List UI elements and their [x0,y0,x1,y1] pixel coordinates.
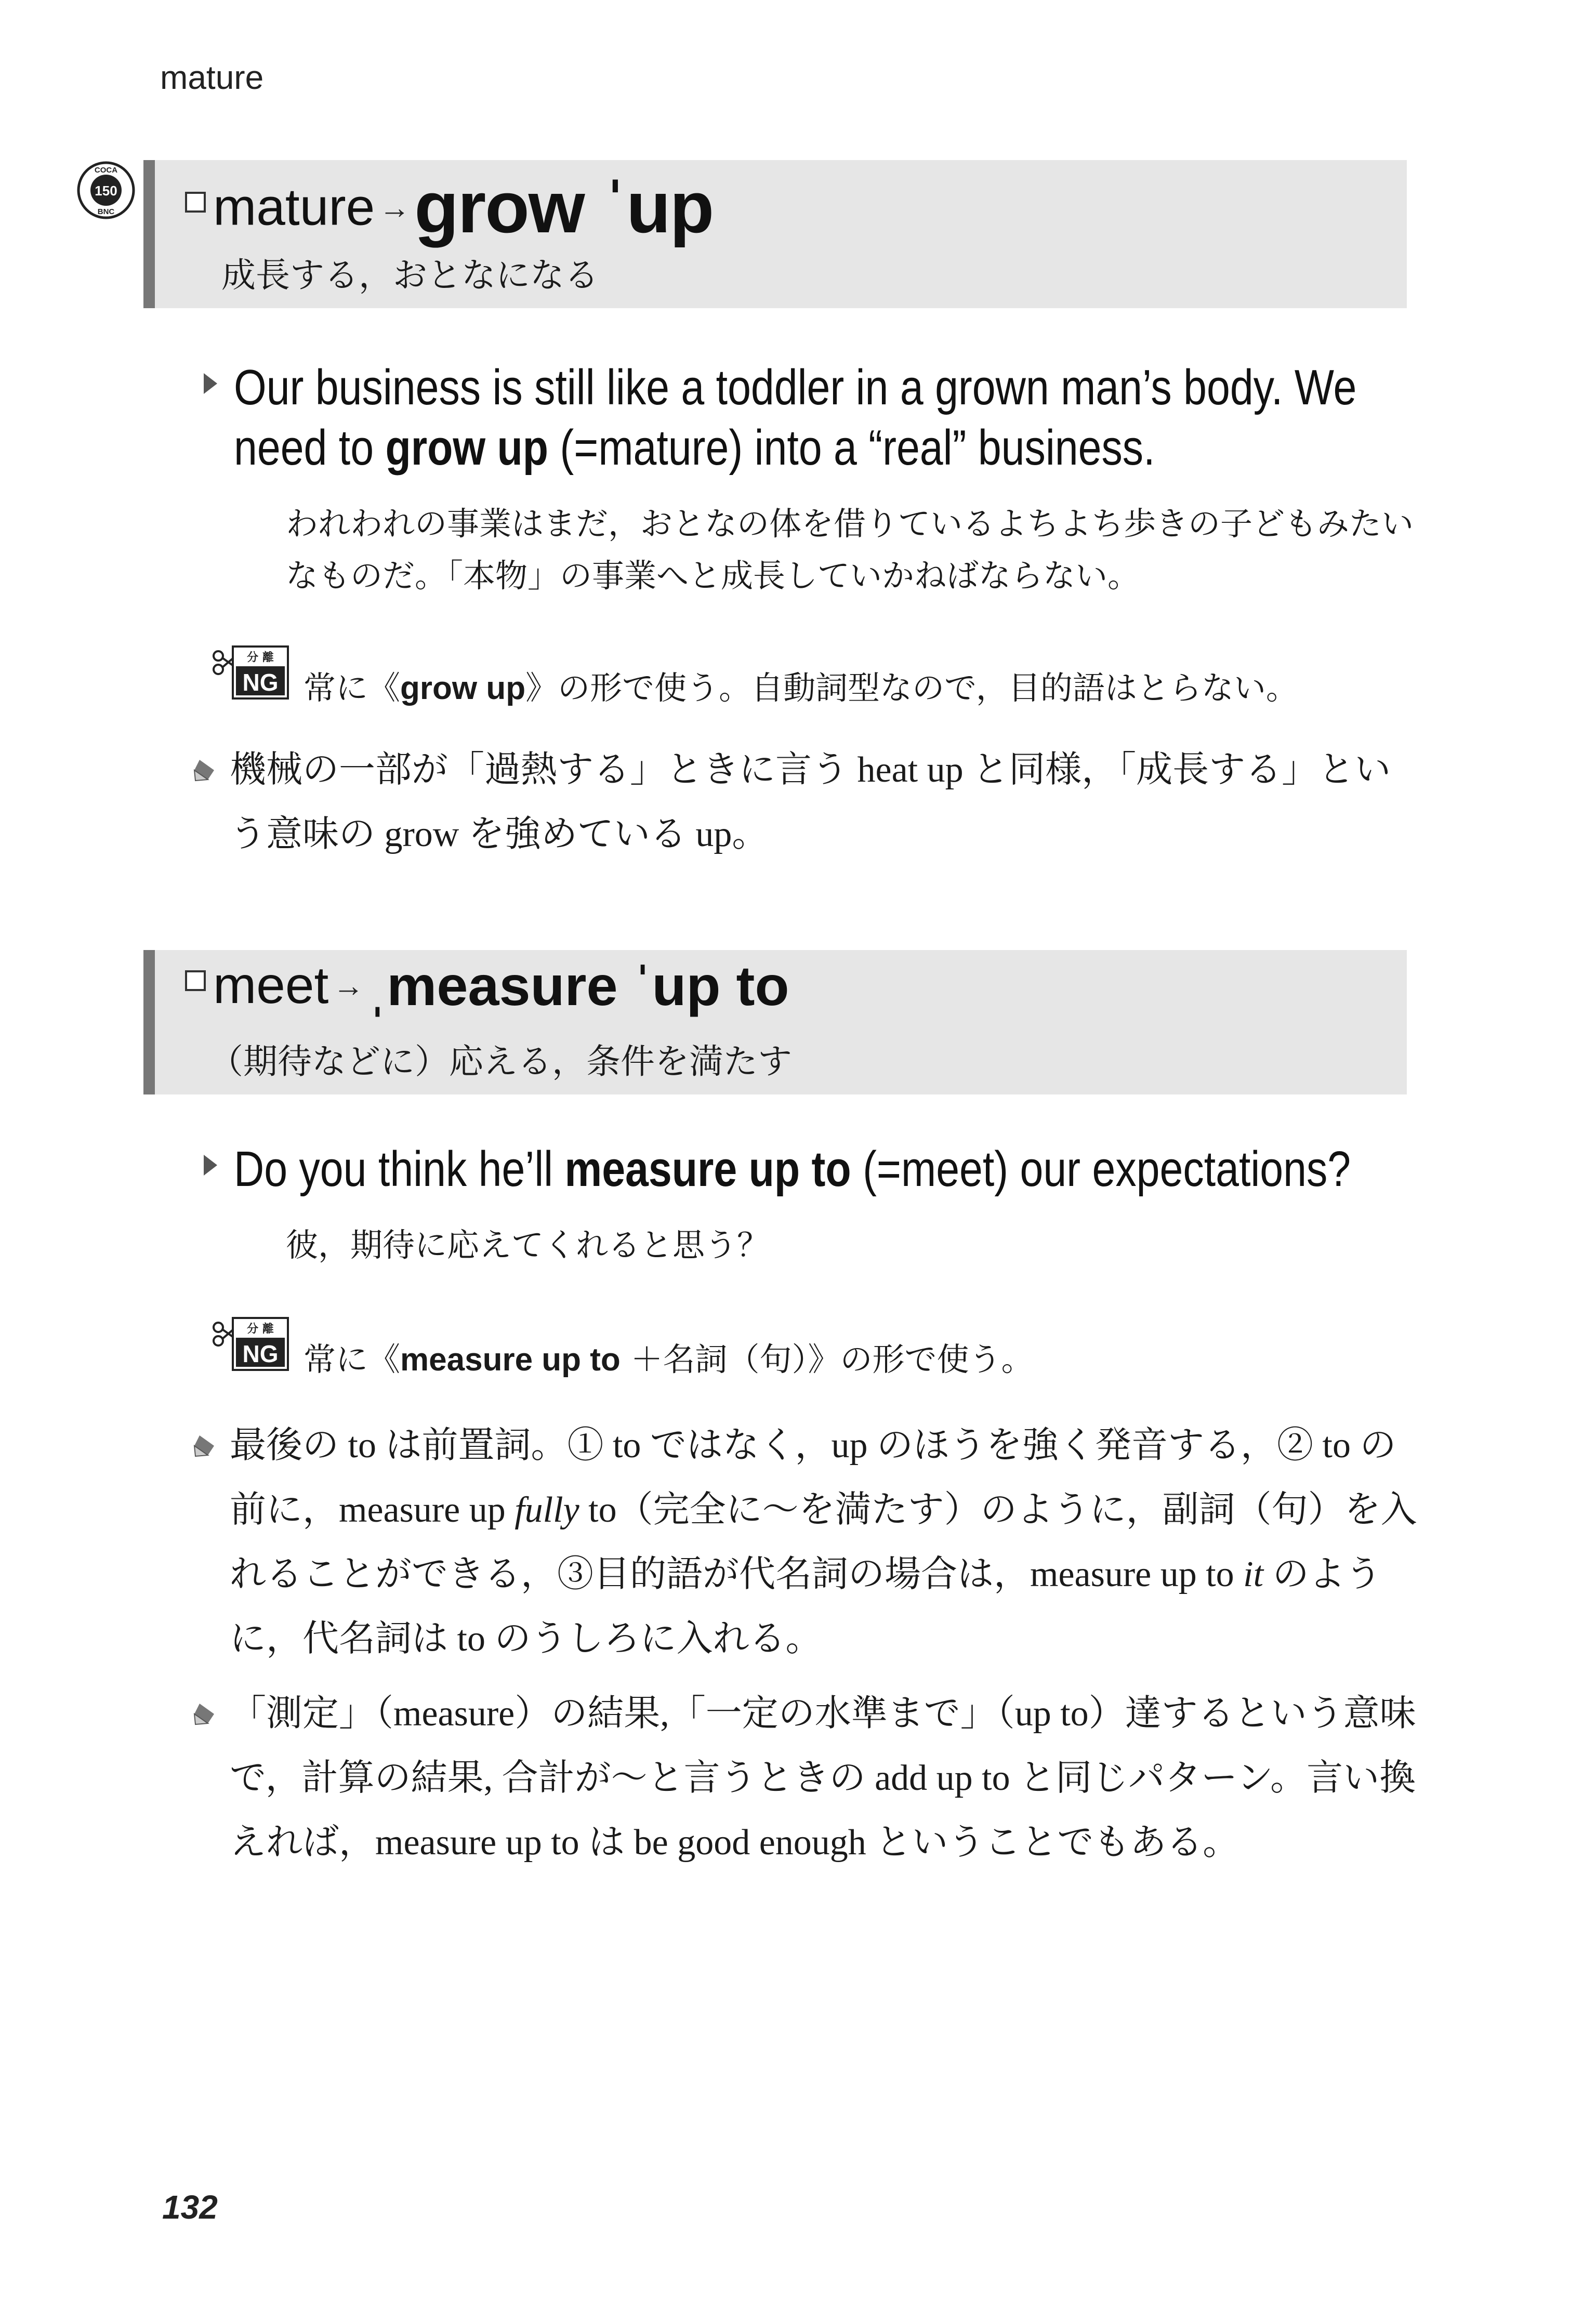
note-3: 「測定」（measure）の結果,「一定の水準まで」（up to）達するという意味で，計算の結果, 合計が～と言うときの add up to と同じパターン。言い換えれば，measure up to は be good enough ということでもある。 [192,1682,1419,1875]
svg-text:NG: NG [242,669,279,696]
entry-gloss: （期待などに）応える，条件を満たす [209,1041,792,1082]
entry-header-2 [143,950,1407,1094]
checkbox-icon[interactable] [185,192,206,213]
arrow-icon: → [379,190,411,225]
example-bold: measure up to [564,1141,851,1197]
entry-word: meet [213,956,329,1014]
triangle-bullet-icon [204,373,217,394]
entry-word: mature [213,178,375,236]
translation-2: 彼，期待に応えてくれると思う？ [286,1226,770,1264]
example-bold: grow up [385,420,548,476]
entry-gloss: 成長する，おとなになる [221,255,599,295]
running-head: mature [160,59,264,96]
example-1: Our business is still like a toddler in a grown man’s body. We need to grow up (=mature) into a “real” business. [204,358,1415,478]
svg-text:NG: NG [242,1340,279,1367]
entry-header-1 [143,160,1407,308]
svg-text:分 離: 分 離 [247,651,274,664]
badge-number: 150 [95,183,117,199]
page-number: 132 [162,2188,218,2226]
translation-1: われわれの事業はまだ，おとなの体を借りているよちよち歩きの子どもみたいなものだ。「本物」の事業へと成長していかねばならない。 [286,505,1414,595]
scissors-ng-icon [210,639,289,700]
svg-text:分 離: 分 離 [247,1323,274,1336]
badge-top: COCA [94,166,118,175]
entry-phrase: grow ˈup [414,166,714,248]
checkbox-icon[interactable] [185,970,206,991]
note-2: 最後の to は前置詞。① to ではなく，up のほうを強く発音する，② to の前に，measure up fully to（完全に～を満たす）のように，副詞（句）を入れることができる，③目的語が代名詞の場合は，measure up to it のように，代名詞は to のうしろに入れる。 [192,1414,1419,1671]
pencil-bullet-icon [192,1702,216,1725]
entry-phrase: ˌmeasure ˈup to [368,954,789,1017]
frequency-badge-icon [77,161,135,219]
pencil-bullet-icon [192,758,216,782]
pencil-bullet-icon [192,1433,216,1457]
badge-bottom: BNC [97,207,115,216]
scissors-ng-icon [210,1311,289,1371]
arrow-icon: → [333,968,364,1003]
note-1: 機械の一部が「過熱する」ときに言う heat up と同様，「成長する」という意味の grow を強めている up。 [192,738,1419,867]
triangle-bullet-icon [204,1155,217,1176]
example-2: Do you think he’ll measure up to (=meet) our expectations? [204,1139,1415,1199]
